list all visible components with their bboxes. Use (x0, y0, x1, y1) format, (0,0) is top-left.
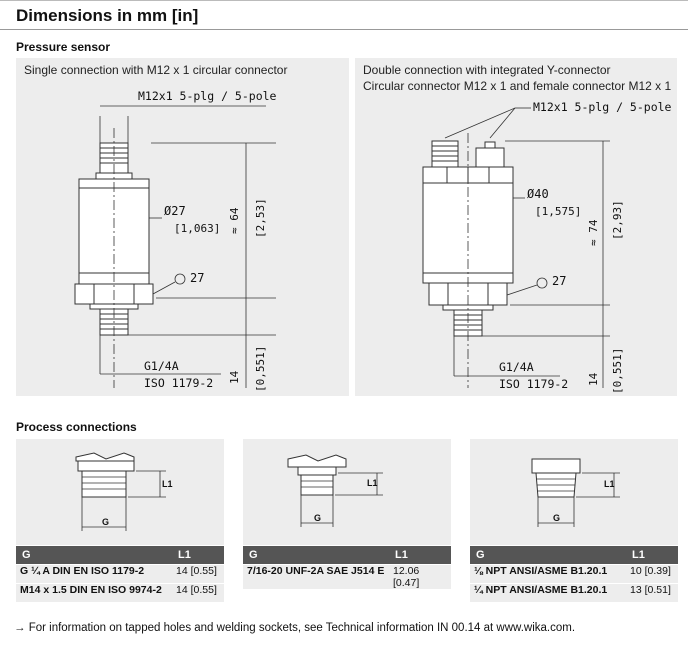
single-standard-label: ISO 1179-2 (144, 376, 214, 390)
single-length-label: ≈ 64 (228, 207, 241, 234)
double-length-inch-label: [2,93] (611, 200, 624, 240)
l1-label: L1 (367, 478, 378, 488)
process-table-1 (16, 546, 224, 602)
l1-cell: 14 [0.55] (172, 565, 224, 584)
table-row (470, 565, 678, 584)
col-l1-header: L1 (389, 546, 451, 565)
l1-cell: 14 [0.55] (172, 584, 224, 603)
thread-cell: 7/16-20 UNF-2A SAE J514 E (243, 565, 389, 590)
double-hex-label: 27 (552, 274, 567, 288)
process-drawing-1-svg (16, 439, 224, 545)
single-thread-label: G1/4A (144, 359, 179, 373)
top-rule (0, 0, 688, 1)
thread-cell: M14 x 1.5 DIN EN ISO 9974-2 (16, 584, 172, 603)
g-label: G (102, 517, 110, 527)
double-connection-panel (355, 58, 677, 396)
thread-cell: ¼ NPT ANSI/ASME B1.20.1 (470, 584, 626, 603)
double-connection-caption-line2: Circular connector M12 x 1 and female connector M12 x 1 (363, 79, 672, 93)
process-table-2 (243, 546, 451, 589)
title-rule (0, 29, 688, 30)
col-l1-header: L1 (172, 546, 224, 565)
single-diameter-inch-label: [1,063] (174, 222, 221, 235)
g-label: G (553, 513, 561, 523)
l1-label: L1 (162, 479, 173, 489)
process-drawing-2 (243, 439, 451, 545)
table-row (470, 584, 678, 603)
footer-note: → For information on tapped holes and welding sockets, see Technical information IN 00.14 at www.wika.com. (14, 622, 576, 634)
double-thread-length-inch-label: [0,551] (611, 347, 624, 394)
double-diameter-label: Ø40 (527, 187, 549, 201)
double-diameter-inch-label: [1,575] (535, 205, 582, 218)
page-title: Dimensions in mm [in] (16, 6, 199, 25)
single-hex-label: 27 (190, 271, 205, 285)
table-row (16, 584, 224, 603)
single-connection-panel (16, 58, 349, 396)
thread-cell: ⅛ NPT ANSI/ASME B1.20.1 (470, 565, 626, 584)
process-drawing-3-svg (470, 439, 678, 545)
single-connection-caption: Single connection with M12 x 1 circular connector (24, 63, 288, 77)
double-connector-label: M12x1 5-plg / 5-pole (533, 100, 672, 114)
process-connections-heading: Process connections (16, 420, 137, 434)
process-table-3 (470, 546, 678, 602)
double-standard-label: ISO 1179-2 (499, 377, 569, 391)
table-row (16, 565, 224, 584)
single-connector-label: M12x1 5-plg / 5-pole (138, 89, 277, 103)
single-diameter-label: Ø27 (164, 204, 186, 218)
l1-value: 12.06 (393, 565, 420, 577)
l1-cell (389, 565, 451, 590)
col-l1-header: L1 (626, 546, 678, 565)
double-connection-caption-line1: Double connection with integrated Y-connector (363, 63, 611, 77)
single-thread-length-inch-label: [0,551] (254, 345, 267, 392)
single-length-inch-label: [2,53] (254, 198, 267, 238)
single-thread-length-label: 14 (228, 370, 241, 384)
l1-label: L1 (604, 479, 615, 489)
col-g-header: G (243, 546, 389, 565)
double-thread-label: G1/4A (499, 360, 534, 374)
double-thread-length-label: 14 (587, 372, 600, 386)
l1-inch-value: [0.47] (393, 577, 420, 589)
l1-cell: 13 [0.51] (626, 584, 678, 603)
g-label: G (314, 513, 322, 523)
process-drawing-3 (470, 439, 678, 545)
pressure-sensor-heading: Pressure sensor (16, 40, 111, 54)
col-g-header: G (470, 546, 626, 565)
table-row (243, 565, 451, 590)
process-drawing-1 (16, 439, 224, 545)
process-drawing-2-svg (243, 439, 451, 545)
l1-cell: 10 [0.39] (626, 565, 678, 584)
col-g-header: G (16, 546, 172, 565)
double-length-label: ≈ 74 (587, 219, 600, 246)
thread-cell: G ¼ A DIN EN ISO 1179-2 (16, 565, 172, 584)
